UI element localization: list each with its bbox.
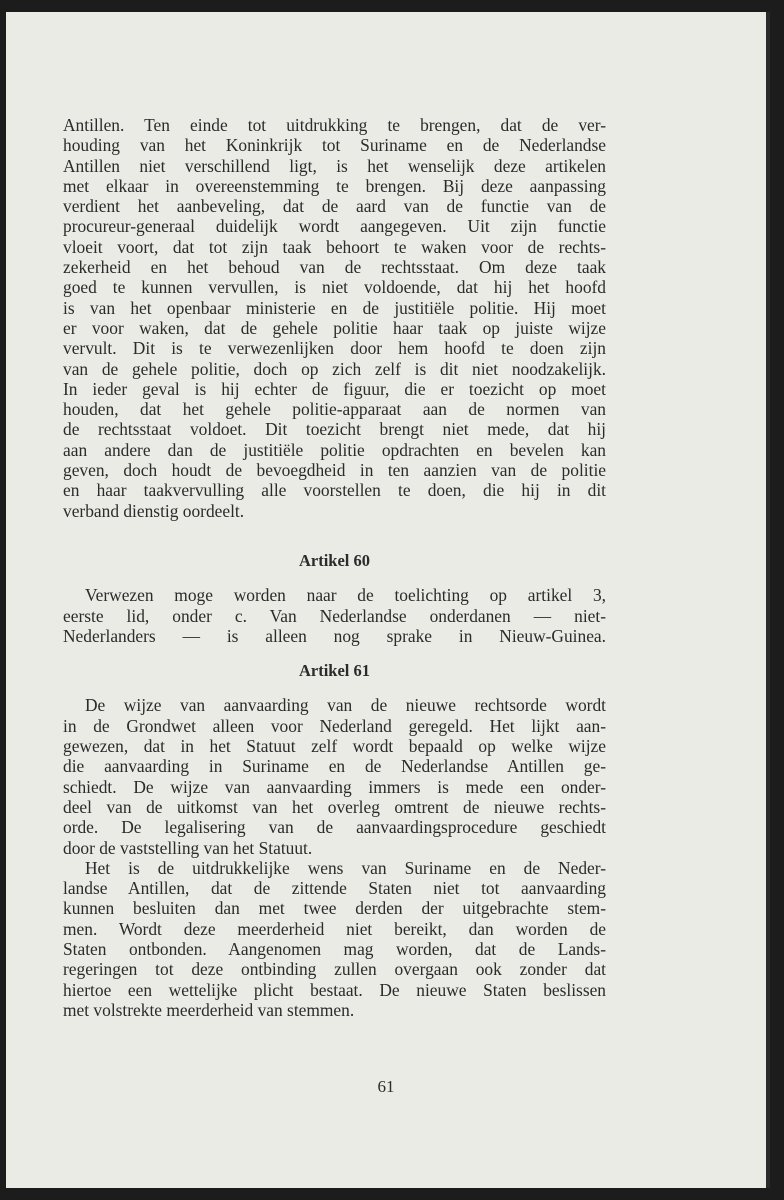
- text-line: aan andere dan de justitiële politie opdrachten en bevelen kan: [63, 439, 606, 460]
- text-line: goed te kunnen vervullen, is niet voldoende, dat hij het hoofd: [63, 277, 606, 298]
- article-60-heading: Artikel 60: [298, 550, 371, 570]
- text-line: Antillen. Ten einde tot uitdrukking te brengen, dat de ver-: [63, 115, 606, 135]
- text-line: Antillen niet verschillend ligt, is het wenselijk deze artikelen: [63, 155, 606, 176]
- text-line: door de vaststelling van het Statuut.: [63, 837, 313, 858]
- text-line: orde. De legalisering van de aanvaardingsprocedure geschiedt: [63, 817, 606, 838]
- text-line: in de Grondwet alleen voor Nederland geregeld. Het lijkt aan-: [63, 715, 606, 736]
- page-text: [63, 115, 606, 1020]
- article-60: [63, 551, 606, 646]
- page-number: 61: [377, 1077, 395, 1096]
- text-line: die aanvaarding in Suriname en de Nederlandse Antillen ge-: [63, 756, 606, 777]
- text-line: Staten ontbonden. Aangenomen mag worden, dat de Lands-: [63, 938, 606, 959]
- text-line: er voor waken, dat de gehele politie haar taak op juiste wijze: [63, 317, 606, 338]
- text-line: men. Wordt deze meerderheid niet bereikt, dan worden de: [63, 918, 606, 939]
- text-line: hiertoe een wettelijke plicht bestaat. De nieuwe Staten beslissen: [63, 979, 606, 1000]
- text-line: Het is de uitdrukkelijke wens van Suriname en de Neder-: [85, 857, 606, 878]
- text-line: Nederlanders — is alleen nog sprake in Nieuw-Guinea.: [63, 625, 606, 646]
- text-line: gewezen, dat in het Statuut zelf wordt bepaald op welke wijze: [63, 736, 606, 757]
- text-line: en haar taakvervulling alle voorstellen te doen, die hij in dit: [63, 480, 606, 501]
- text-line: landse Antillen, dat de zittende Staten niet tot aanvaarding: [63, 878, 606, 899]
- text-line: de rechtsstaat voldoet. Dit toezicht brengt niet mede, dat hij: [63, 419, 606, 440]
- book-page: [6, 12, 770, 1188]
- article-61: [63, 661, 606, 1020]
- text-line: houden, dat het gehele politie-apparaat aan de normen van: [63, 399, 606, 420]
- text-line: kunnen besluiten dan met twee derden der uitgebrachte stem-: [63, 898, 606, 919]
- text-line: is van het openbaar ministerie en de justitiële politie. Hij moet: [63, 297, 606, 318]
- text-line: houding van het Koninkrijk tot Suriname en de Nederlandse: [63, 135, 606, 156]
- text-line: procureur-generaal duidelijk wordt aangegeven. Uit zijn functie: [63, 216, 606, 237]
- text-line: schiedt. De wijze van aanvaarding immers is mede een onder-: [63, 776, 606, 797]
- text-line: vervult. Dit is te verwezenlijken door hem hoofd te doen zijn: [63, 338, 606, 359]
- text-line: geven, doch houdt de bevoegdheid in ten aanzien van de politie: [63, 460, 606, 481]
- text-line: De wijze van aanvaarding van de nieuwe rechtsorde wordt: [85, 695, 606, 716]
- text-line: zekerheid en het behoud van de rechtsstaat. Om deze taak: [63, 257, 606, 278]
- article-61-heading: Artikel 61: [298, 661, 371, 681]
- text-line: vloeit voort, dat tot zijn taak behoort te waken voor de rechts-: [63, 236, 606, 257]
- text-line: verband dienstig oordeelt.: [63, 500, 245, 521]
- text-line: In ieder geval is hij echter de figuur, die er toezicht op moet: [63, 378, 606, 399]
- text-line: deel van de uitkomst van het overleg omtrent de nieuwe rechts-: [63, 796, 606, 817]
- text-line: eerste lid, onder c. Van Nederlandse onderdanen — niet-: [63, 605, 606, 626]
- paragraph-continuation: [63, 115, 606, 521]
- text-line: met volstrekte meerderheid van stemmen.: [63, 999, 355, 1020]
- text-line: met elkaar in overeenstemming te brengen. Bij deze aanpassing: [63, 175, 606, 196]
- text-line: van de gehele politie, doch op zich zelf is dit niet noodzakelijk.: [63, 358, 606, 379]
- text-line: regeringen tot deze ontbinding zullen overgaan ook zonder dat: [63, 959, 606, 980]
- text-line: verdient het aanbeveling, dat de aard van de functie van de: [63, 196, 606, 217]
- text-line: Verwezen moge worden naar de toelichting op artikel 3,: [85, 585, 606, 606]
